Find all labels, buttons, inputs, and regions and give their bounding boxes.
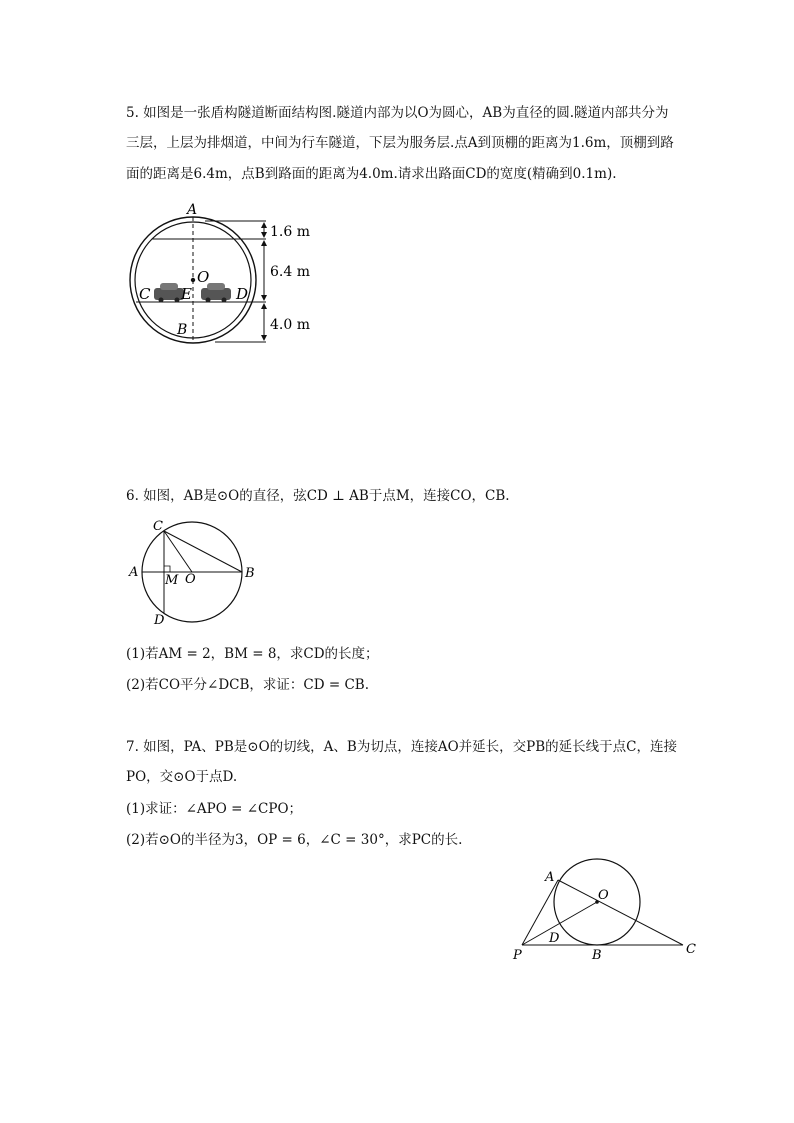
label-c: C (139, 285, 151, 303)
dim-arrow-1-head-bottom (261, 232, 267, 238)
label-b: B (592, 948, 602, 963)
line-ac (558, 880, 683, 945)
q7-line-1: 7. 如图，PA、PB是⊙O的切线，A、B为切点，连接AO并延长，交PB的延长线于点C，连接 (126, 739, 677, 755)
center-dot-o (191, 278, 195, 282)
dim-label-1: 1.6 m (270, 224, 310, 240)
label-o: O (185, 572, 196, 587)
label-d: D (549, 931, 560, 946)
q7-part-2: (2)若⊙O的半径为3，OP = 6，∠C = 30°，求PC的长. (126, 832, 463, 848)
label-e: E (181, 285, 192, 303)
dim-arrow-3-head-bottom (261, 335, 267, 341)
segment-po (522, 902, 597, 945)
label-d: D (154, 613, 165, 628)
q7-line-2: PO，交⊙O于点D. (126, 769, 238, 785)
right-angle-mark (164, 566, 170, 572)
label-o: O (197, 268, 210, 286)
label-b: B (177, 322, 188, 338)
segment-cb (164, 531, 242, 572)
label-p: P (513, 948, 522, 963)
q5-line-2: 三层，上层为排烟道，中间为行车隧道，下层为服务层.点A到顶棚的距离为1.6m，顶棚到路 (126, 135, 674, 151)
car-icon-left (154, 283, 184, 303)
q7-tangent-figure (505, 855, 705, 965)
label-c: C (686, 942, 696, 957)
dim-arrow-2-head-top (261, 240, 267, 246)
q5-line-3: 面的距离是6.4m，点B到路面的距离为4.0m.请求出路面CD的宽度(精确到0.1m). (126, 166, 617, 182)
dim-label-2: 6.4 m (270, 264, 310, 280)
q6-line-1: 6. 如图，AB是⊙O的直径，弦CD ⊥ AB于点M，连接CO，CB. (126, 488, 510, 504)
label-o: O (598, 888, 609, 903)
label-c: C (153, 519, 163, 534)
label-m: M (165, 573, 179, 588)
q6-part-1: (1)若AM = 2，BM = 8，求CD的长度； (126, 646, 379, 662)
q6-circle-figure (125, 515, 265, 630)
dim-label-3: 4.0 m (270, 317, 310, 333)
q5-tunnel-figure (120, 195, 320, 355)
dim-arrow-1-head-top (261, 222, 267, 228)
label-a: A (545, 870, 555, 885)
q6-part-2: (2)若CO平分∠DCB，求证：CD = CB. (126, 677, 369, 693)
q5-line-1: 5. 如图是一张盾构隧道断面结构图.隧道内部为以O为圆心，AB为直径的圆.隧道内部共分为 (126, 105, 669, 121)
label-a: A (187, 202, 198, 218)
label-d: D (236, 285, 249, 303)
label-a: A (129, 565, 139, 580)
q7-part-1: (1)求证：∠APO = ∠CPO； (126, 801, 303, 817)
label-b: B (245, 566, 255, 581)
dim-arrow-3-head-top (261, 303, 267, 309)
dim-arrow-2-head-bottom (261, 295, 267, 301)
